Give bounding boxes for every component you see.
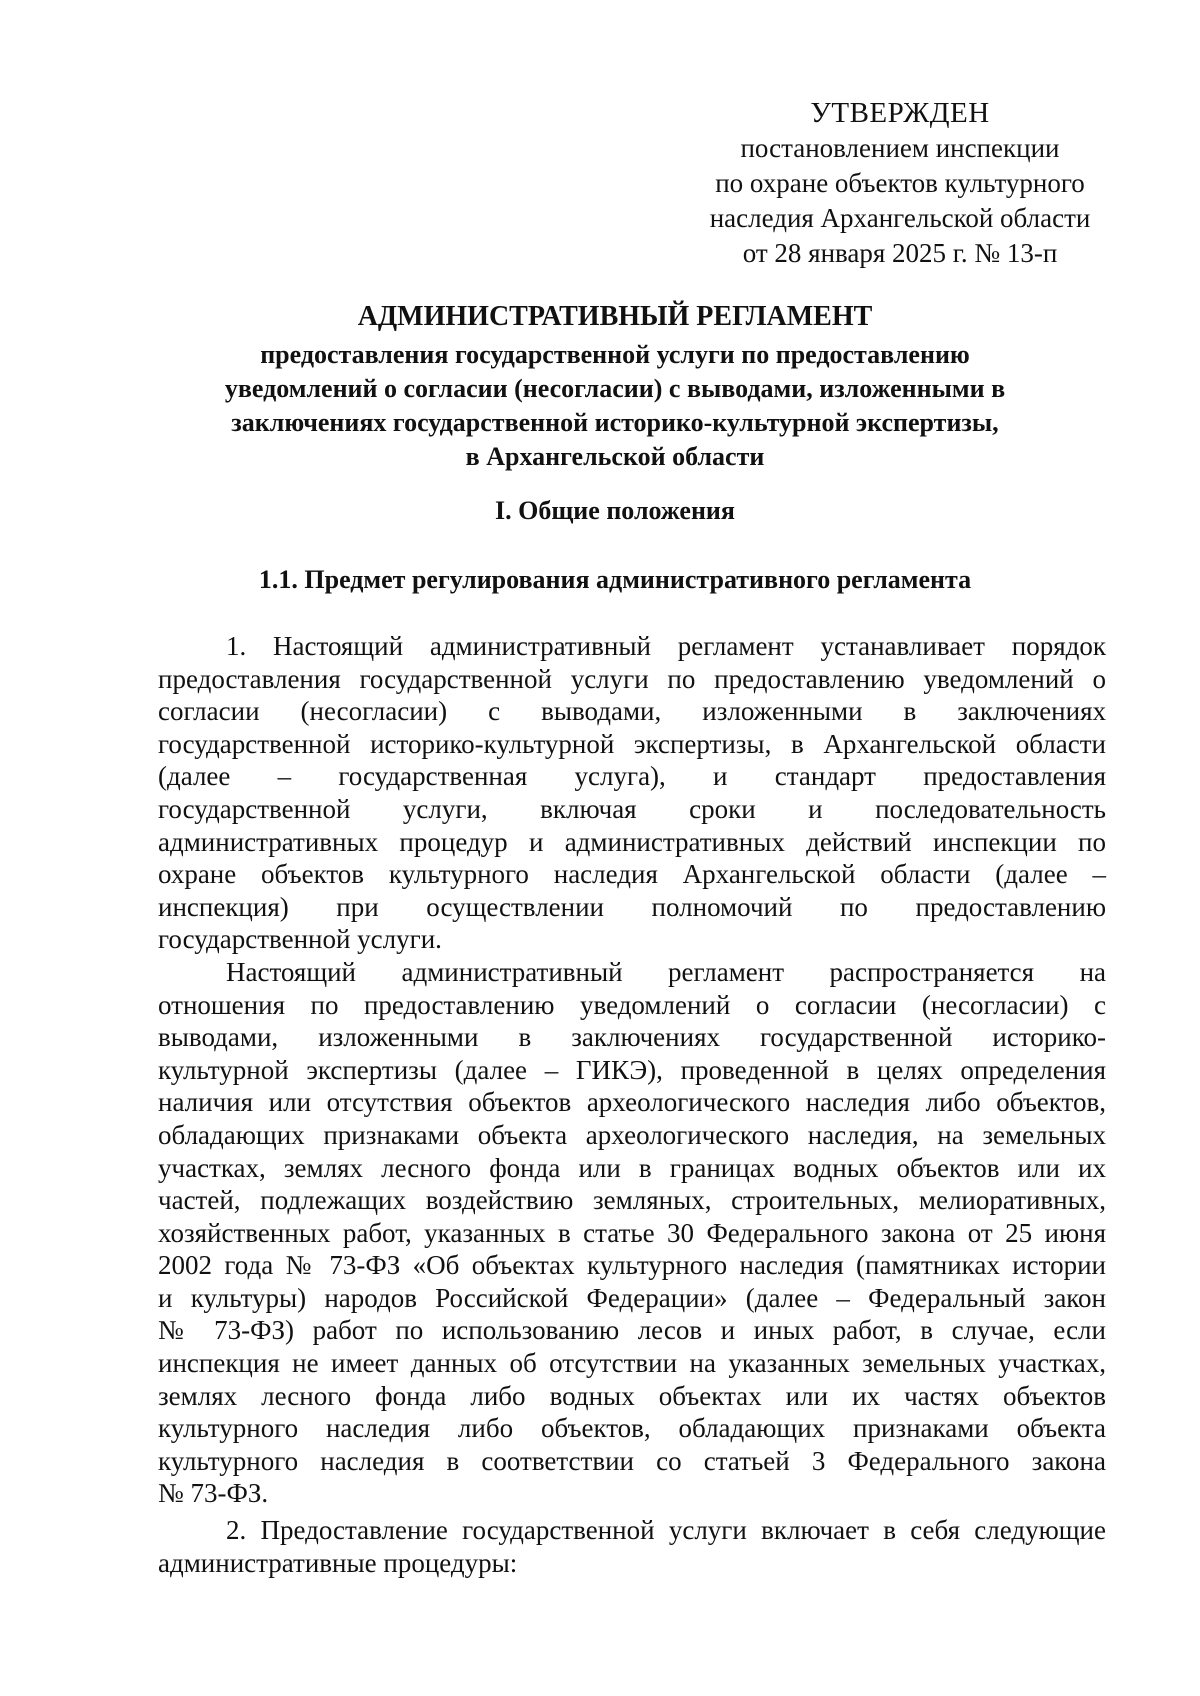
approval-line: наследия Архангельской области [709,203,1091,233]
text-line: государственной услуги. [158,924,442,955]
text-line: наличия или отсутствия объектов археологического наследия либо объектов, [158,1087,1106,1118]
paragraph-3 [158,1514,1106,1579]
paragraph-2 [158,956,1106,1510]
title-line: в Архангельской области [465,442,765,471]
text-line: государственной историко-культурной экспертизы, в Архангельской области [158,728,1106,759]
text-line: согласии (несогласии) с выводами, изложенными в заключениях [158,696,1106,727]
text-line: отношения по предоставлению уведомлений о согласии (несогласии) с [158,989,1106,1020]
text-line: культурного наследия в соответствии со статьей 3 Федерального закона [158,1445,1106,1476]
title-line: заключениях государственной историко-культурной экспертизы, [231,408,999,437]
approval-line: по охране объектов культурного [715,168,1085,198]
text-line: № 73-ФЗ. [158,1478,269,1509]
text-line: выводами, изложенными в заключениях государственной историко- [158,1022,1106,1053]
text-line: предоставления государственной услуги по предоставлению уведомлений о [158,663,1106,694]
text-line: государственной услуги, включая сроки и последовательность [158,793,1106,824]
text-line: административных процедур и административных действий инспекции по [158,826,1106,857]
approval-line: постановлением инспекции [740,133,1060,163]
text-line: административные процедуры: [158,1547,518,1578]
text-line: инспекция) при осуществлении полномочий по предоставлению [158,891,1106,922]
text-line: культурного наследия либо объектов, обладающих признаками объекта [158,1413,1106,1444]
text-line: Настоящий административный регламент распространяется на [226,956,1106,987]
text-line: частей, подлежащих воздействию земляных, строительных, мелиоративных, [158,1185,1106,1216]
text-line: землях лесного фонда либо водных объектах или их частях объектов [158,1380,1106,1411]
text-line: инспекция не имеет данных об отсутствии на указанных земельных участках, [158,1348,1106,1379]
text-line: 2002 года № 73-ФЗ «Об объектах культурного наследия (памятниках истории [158,1250,1106,1281]
text-line: участках, землях лесного фонда или в границах водных объектов или их [158,1152,1106,1183]
text-line: (далее – государственная услуга), и стандарт предоставления [158,761,1106,792]
text-line: обладающих признаками объекта археологического наследия, на земельных [158,1119,1106,1150]
body-text [158,630,1106,1579]
title-line: уведомлений о согласии (несогласии) с выводами, изложенными в [224,374,1006,403]
text-line: охране объектов культурного наследия Архангельской области (далее – [158,859,1106,890]
text-line: хозяйственных работ, указанных в статье 30 Федерального закона от 25 июня [158,1217,1106,1248]
approval-head: УТВЕРЖДЕН [810,97,990,129]
text-line: 1. Настоящий административный регламент устанавливает порядок [226,631,1106,661]
section-heading: I. Общие положения [495,496,735,525]
text-line: культурной экспертизы (далее – ГИКЭ), проведенной в целях определения [158,1054,1106,1085]
text-line: № 73-ФЗ) работ по использованию лесов и иных работ, в случае, если [158,1315,1106,1346]
subsection-heading: 1.1. Предмет регулирования административного регламента [258,565,972,594]
approval-line: от 28 января 2025 г. № 13-п [742,238,1058,268]
document-title [150,300,1080,474]
text-line: и культуры) народов Российской Федерации» (далее – Федеральный закон [158,1282,1106,1313]
title-main: АДМИНИСТРАТИВНЫЙ РЕГЛАМЕНТ [357,301,873,332]
text-line: 2. Предоставление государственной услуги включает в себя следующие [226,1515,1106,1546]
approval-stamp [680,96,1120,271]
paragraph-1 [158,630,1106,956]
title-line: предоставления государственной услуги по предоставлению [260,340,970,369]
